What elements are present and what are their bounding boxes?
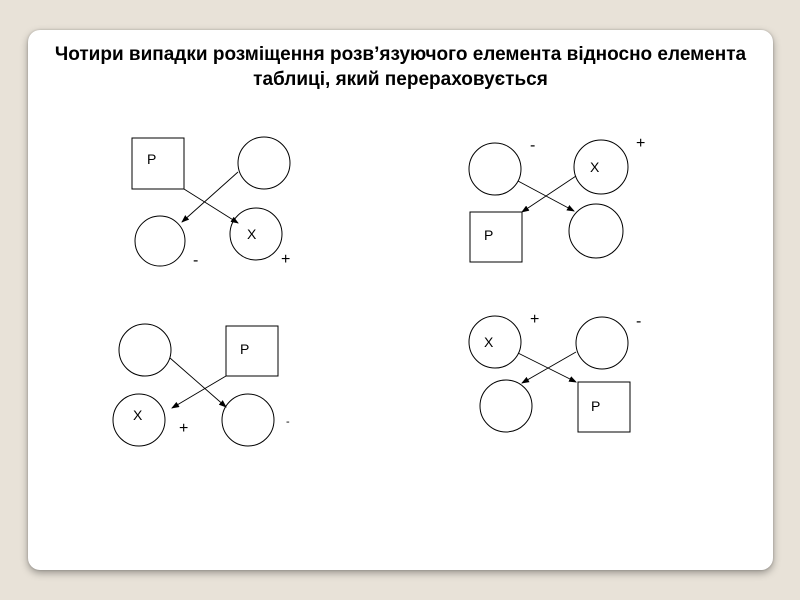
case-3-top-left-circle — [119, 324, 171, 376]
case-2-arrow-to-p — [522, 176, 576, 212]
case-1 — [132, 137, 290, 269]
case-1-arrow-to-x — [184, 189, 238, 223]
case-4-minus: - — [636, 313, 642, 330]
case-4-top-right-circle — [576, 317, 628, 369]
case-4-p-box — [578, 382, 630, 432]
case-3-minus: - — [286, 416, 290, 428]
case-3-bottom-right-circle — [222, 394, 274, 446]
case-4-x-circle — [469, 316, 521, 368]
case-2-top-left-circle — [469, 143, 521, 195]
case-1-bottom-left-circle — [135, 216, 185, 266]
case-1-top-circle — [238, 137, 290, 189]
case-3-x-label: X — [133, 407, 143, 423]
case-2-arrow-to-circle — [518, 181, 574, 211]
case-2-p-label: P — [484, 227, 494, 243]
case-1-plus: + — [281, 251, 291, 268]
case-3-p-box — [226, 326, 278, 376]
case-3-arrow-to-circle — [170, 358, 226, 407]
case-3-arrow-to-x — [172, 376, 226, 408]
case-1-minus: - — [193, 252, 199, 269]
case-2-x-circle — [574, 140, 628, 194]
case-2-minus: - — [530, 137, 536, 154]
case-4-x-label: X — [484, 334, 494, 350]
case-2 — [469, 135, 645, 262]
case-4-p-label: P — [591, 398, 601, 414]
title-line-1: Чотири випадки розміщення розв’язуючого елемента відносно елемента — [54, 44, 747, 65]
case-2-bottom-right-circle — [569, 204, 623, 258]
case-3-plus: + — [179, 420, 189, 437]
case-2-p-box — [470, 212, 522, 262]
case-1-p-box — [132, 138, 184, 189]
case-1-arrow-to-circle — [182, 172, 238, 222]
case-3-p-label: P — [240, 341, 250, 357]
case-2-x-label: X — [590, 159, 600, 175]
case-3 — [113, 324, 290, 446]
case-2-plus: + — [636, 135, 646, 152]
case-4-bottom-left-circle — [480, 380, 532, 432]
case-1-p-label: P — [147, 151, 157, 167]
case-4-plus: + — [530, 311, 540, 328]
title-line-2: таблиці, який перераховується — [253, 69, 548, 90]
case-1-x-label: X — [247, 226, 257, 242]
case-4 — [469, 311, 641, 432]
